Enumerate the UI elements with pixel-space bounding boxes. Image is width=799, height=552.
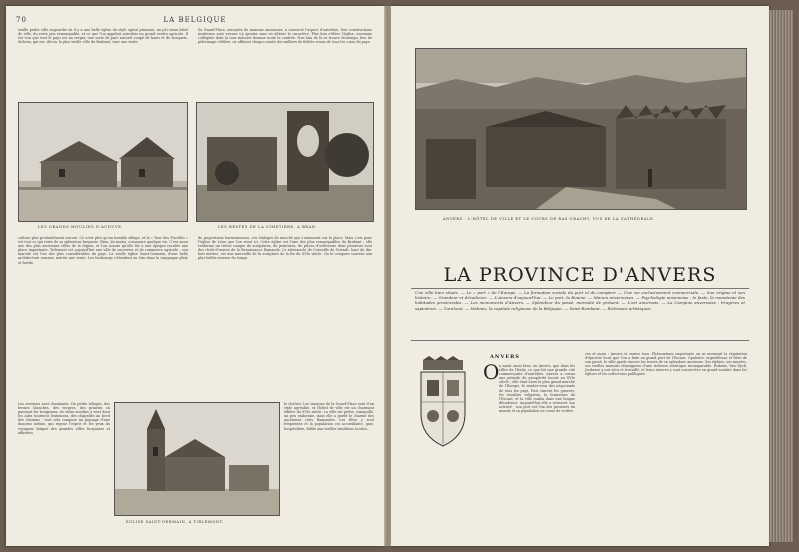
body-text-right-col-a: n saisit aussi bien, en Anvers, que dans les villes de l'Italie, ce que fut une grande cité commerçante d'autrefois. Anvers a connu une période de prospérité inouïe au XVIe siècle ; elle était alors le plus grand marché de l'Europe, le rendez-vous des négociants de tous les pays. Puis vinrent les guerres, les troubles religieux, la fermeture de l'Escaut, et la ville tomba dans une longue décadence. Aujourd'hui elle a retrouvé son activité ; son port est l'un des premiers du monde et sa population ne cesse de croître. [499, 364, 575, 414]
body-text-top-left: vieille petite ville engourdie où il y a une belle église du style ogival primaire, un joli vieux hôtel de ville, du reste peu remarquable, et ce que l'on appelait autrefois un grand centre agricole. Il est vrai que tout le pays est un verger, une sorte de parc naturel coupé de haies et de bosquets. Sichem, qui est, dit-on, la plus vieille ville du Brabant, vaut une visite. [18, 28, 188, 45]
page-number: 70 [16, 16, 27, 24]
body-text-right-col-b: ces et aussi : Anvers et rentre tous. Phénomènes importants on se mesurait la réputation d'épicerie local que l'on a faite au grand port de l'Escaut. Opulente, orgueilleuse et fière de son passé, la ville garde encore les traces de sa splendeur ancienne. Ses églises, ses musées, ses vieilles maisons témoignent d'une richesse artistique incomparable. Rubens, Van Dyck, Jordaens y ont vécu et travaillé, et leurs œuvres y sont conservées en grand nombre dans les églises et les collections publiques. [585, 352, 747, 377]
coat-of-arms-emblem [413, 356, 473, 448]
chapter-summary: Une ville bien située. — Le « port » de l'Europe. — La formation sociale du port et du comptoir. — Une vie exclusivement commerciale. — Son origine et son histoire. — Grandeur et décadence. — L'Anvers d'aujourd'hui. — Le port, la Bourse. — Mœurs anversoises. — Psychologie anversoise ; le faste, la monotonie des habitudes provinciales. — Les monuments d'Anvers. — Splendeur du passé, morosité de présent. — L'art anversois. — La Campine anversoise : bruyères et sapinières. — Turnhout. — Malines, la capitale religieuse de la Belgique. — Saint-Rombaut. — Richesses artistiques. [415, 290, 745, 311]
body-text-middle-right: de proportions harmonieuses, ces étalages de marché qui s'entassent sur la place. Mais c'est pour l'église de Léau que l'on vient ici. Cette église est l'une des plus remarquables du Brabant ; elle renferme un trésor unique de sculptures, de peintures, de pièces d'orfèvrerie dont plusieurs sont des chefs-d'œuvre de la Renaissance flamande. Le tabernacle de Corneille de Vriendt, haut de dix-huit mètres, est une merveille de la sculpture de la fin du XVIe siècle. On le compare souvent aux plus belles œuvres du temps. [198, 236, 372, 261]
page-edges [769, 10, 793, 542]
rule-bottom [411, 340, 749, 341]
caption-ruins: LES RESTES DE LA CIMETIÈRE, A BRAN. [218, 225, 318, 229]
drop-cap: O [483, 360, 500, 384]
photo-mills [18, 102, 188, 222]
left-page [6, 6, 384, 546]
body-text-bottom-right: le clocher. Les maisons de la Grand'Place sont d'un style agréable, et l'hôtel de ville est un charmant édifice du XVIe siècle. La ville est petite, tranquille, un peu endormie, mais elle a gardé le charme des anciennes cités flamandes. Les fêtes y sont fréquentes et la population est accueillante, gaie, hospitalière, fidèle aux vieilles traditions locales. [284, 402, 374, 431]
photo-church [114, 402, 280, 516]
photo-ruins [196, 102, 374, 222]
book-spine [384, 6, 391, 546]
photo-antwerp-panorama [415, 48, 747, 210]
right-page [391, 6, 769, 546]
running-head: LA BELGIQUE [163, 16, 227, 24]
chapter-title: LA PROVINCE D'ANVERS [443, 264, 717, 286]
body-text-middle-left: culture plus profondément encore. Ce n'est plus qu'un humble village, et la « Tour des Pucelles » est tout ce qui reste de sa splendeur bruyante. Rien, du moins, n'annonce quelque vie. C'est aussi une des plus anciennes villes de la région, et l'on assure qu'elle fut à une époque reculée une place importante. Tirlemont est aujourd'hui une ville de sucreries et de commerce agricole ; son marché est l'un des plus considérables du pays. La vieille église Saint-Germain, d'une belle architecture romane, mérite une visite. Les faubourgs s'étendent au loin dans la campagne plate et fertile. [18, 236, 188, 265]
caption-church: ÉGLISE SAINT-GERMAIN, A TIRLEMONT. [126, 520, 224, 524]
body-text-bottom-left: Les environs sont charmants. De petits villages, des fermes blanches, des vergers, des prairies où paissent les troupeaux, de vieux moulins à vent dont les ailes tournent lentement, des chapelles au bord des chemins : tout cela compose un paysage d'une douceur infinie, qui repose l'esprit et les yeux du voyageur fatigué des grandes villes bruyantes et affairées. [18, 402, 110, 435]
body-text-top-right: Sa Grand'Place, entourée de maisons anciennes, a conservé l'aspect d'autrefois. Des constructions modernes sont venues s'y ajouter sans en altérer le caractère. Plus loin s'élève l'église, ancienne collégiale dont la tour massive domine toute la contrée. Non loin de là se trouve Montaigu, lieu de pèlerinage célèbre, où affluent chaque année des milliers de fidèles venus de tous les coins du pays. [198, 28, 372, 45]
rule-top [411, 288, 749, 289]
section-head: ANVERS [490, 354, 520, 360]
photo-caption: ANVERS : L'HÔTEL DE VILLE ET LE COURS DE RAS-CRACHT, VUS DE LA CATHÉDRALE. [443, 217, 656, 221]
caption-mills: LES GRANDS MOULINS D'AUDUVE. [38, 225, 124, 229]
